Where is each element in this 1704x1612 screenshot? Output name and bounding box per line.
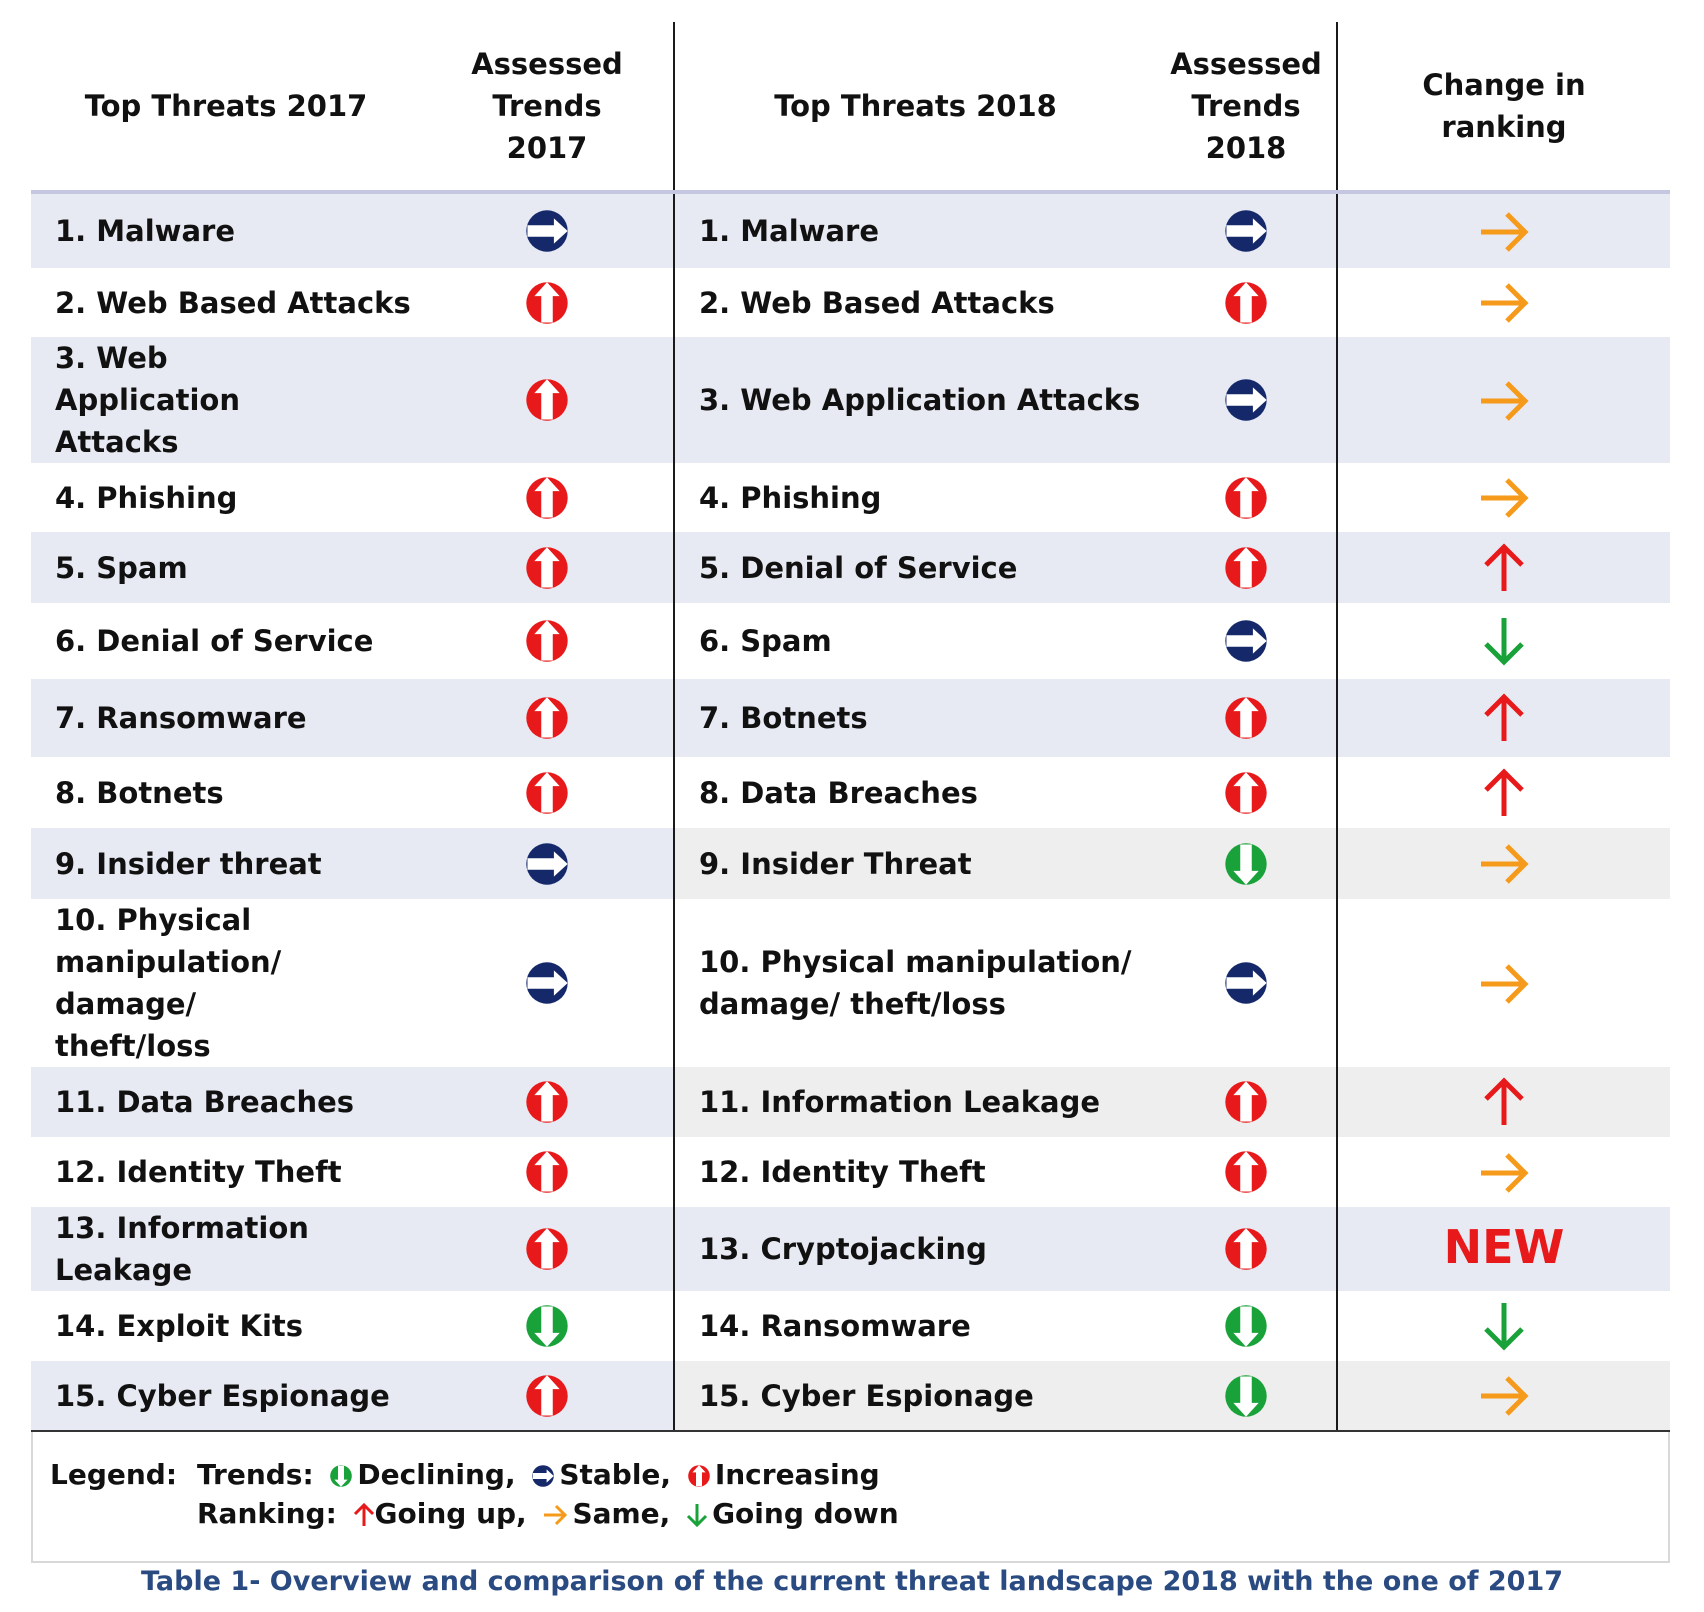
threat-2018-label: 3. Web Application Attacks (699, 383, 1141, 417)
table-row (31, 192, 1670, 268)
table-row (31, 679, 1670, 757)
threat-2018-cell (674, 337, 1156, 463)
new-label: NEW (1443, 1220, 1565, 1274)
threat-2018-label: 7. Botnets (699, 701, 868, 735)
legend-label: Legend: (50, 1458, 178, 1491)
stable-icon (1223, 208, 1269, 254)
down-arrow-icon (686, 1502, 708, 1528)
table-row (31, 268, 1670, 337)
same-arrow-icon (1479, 210, 1529, 254)
threat-2018-cell (674, 192, 1156, 268)
table-row (31, 1067, 1670, 1137)
threat-2018-cell (674, 1291, 1156, 1361)
threat-2018-cell (674, 532, 1156, 603)
table-caption: Table 1- Overview and comparison of the current threat landscape 2018 with the one of 2017 (140, 1566, 1564, 1597)
declining-icon (329, 1464, 353, 1488)
stable-icon (1223, 960, 1269, 1006)
trend-2017-cell (421, 192, 674, 268)
legend-increasing-text: Increasing (714, 1458, 880, 1491)
ranking-change-cell (1337, 463, 1670, 532)
ranking-change-cell (1337, 679, 1670, 757)
threat-2018-cell (674, 463, 1156, 532)
declining-icon (1223, 1373, 1269, 1419)
threat-2018-label: 12. Identity Theft (699, 1155, 986, 1189)
trend-2017-cell (421, 899, 674, 1067)
trend-2018-cell (1156, 757, 1337, 828)
threat-2017-cell (31, 192, 421, 268)
threat-2018-cell (674, 679, 1156, 757)
trend-2018-cell (1156, 679, 1337, 757)
threat-2017-label: 11. Data Breaches (55, 1085, 355, 1119)
ranking-change-cell (1337, 1207, 1670, 1291)
table-row (31, 1291, 1670, 1361)
threat-2017-label: 15. Cyber Espionage (55, 1378, 390, 1413)
increasing-icon (1223, 280, 1269, 326)
legend-same-text: Same, (572, 1497, 671, 1530)
threat-2017-label: 13. Information Leakage (55, 1211, 309, 1287)
trend-2017-cell (421, 828, 674, 899)
same-arrow-icon (1479, 476, 1529, 520)
increasing-icon (1223, 1149, 1269, 1195)
ranking-change-cell (1337, 268, 1670, 337)
trend-2017-cell (421, 532, 674, 603)
increasing-icon (524, 377, 570, 423)
ranking-change-cell (1337, 192, 1670, 268)
threat-2017-label: 7. Ransomware (55, 701, 307, 735)
increasing-icon (1223, 1226, 1269, 1272)
threat-2018-cell (674, 268, 1156, 337)
threat-2017-label: 5. Spam (55, 550, 188, 585)
table-row (31, 603, 1670, 679)
threat-2018-cell (674, 603, 1156, 679)
up-arrow-icon (1482, 693, 1526, 743)
up-arrow-icon (1482, 1077, 1526, 1127)
threat-2017-cell (31, 603, 421, 679)
threat-2017-label: 6. Denial of Service (55, 624, 374, 658)
trend-2018-cell (1156, 1361, 1337, 1431)
legend-declining-text: Declining, (357, 1458, 516, 1491)
legend-going-down-text: Going down (712, 1497, 899, 1530)
stable-icon (531, 1464, 555, 1488)
threat-2018-label: 14. Ransomware (699, 1309, 971, 1343)
trend-2017-cell (421, 1067, 674, 1137)
threat-2017-cell (31, 1361, 421, 1431)
threat-2017-cell (31, 463, 421, 532)
legend-trends-line (197, 1456, 880, 1494)
trend-2018-cell (1156, 532, 1337, 603)
table-row (31, 1361, 1670, 1431)
increasing-icon (524, 770, 570, 816)
trend-2018-cell (1156, 337, 1337, 463)
threat-2017-cell (31, 1291, 421, 1361)
header-assessed-trends-2018: Assessed Trends 2018 (1156, 22, 1337, 192)
trend-2018-cell (1156, 268, 1337, 337)
trend-2018-cell (1156, 1207, 1337, 1291)
ranking-change-cell (1337, 899, 1670, 1067)
up-arrow-icon (353, 1502, 375, 1528)
threat-2018-label: 1. Malware (699, 214, 879, 248)
trend-2017-cell (421, 603, 674, 679)
trend-2017-cell (421, 757, 674, 828)
declining-icon (1223, 841, 1269, 887)
legend-ranking-prefix: Ranking: (197, 1497, 337, 1530)
trend-2018-cell (1156, 1067, 1337, 1137)
increasing-icon (687, 1464, 711, 1488)
threat-2017-cell (31, 828, 421, 899)
threat-2017-label: 4. Phishing (55, 480, 238, 515)
threat-2018-label: 8. Data Breaches (699, 775, 978, 810)
ranking-change-cell (1337, 828, 1670, 899)
threat-2017-cell (31, 1137, 421, 1207)
down-arrow-icon (1482, 616, 1526, 666)
threat-2018-label: 10. Physical manipulation/ damage/ theft/loss (699, 945, 1132, 1021)
declining-icon (524, 1303, 570, 1349)
threat-2017-label: 9. Insider threat (55, 846, 322, 881)
increasing-icon (524, 545, 570, 591)
increasing-icon (524, 475, 570, 521)
stable-icon (1223, 377, 1269, 423)
same-arrow-icon (1479, 962, 1529, 1006)
trend-2018-cell (1156, 899, 1337, 1067)
threat-2018-label: 9. Insider Threat (699, 846, 972, 881)
threat-2018-label: 11. Information Leakage (699, 1085, 1101, 1119)
ranking-change-cell (1337, 337, 1670, 463)
threat-2018-cell (674, 757, 1156, 828)
threat-2018-label: 2. Web Based Attacks (699, 285, 1055, 320)
ranking-change-cell (1337, 1291, 1670, 1361)
legend-ranking-line (197, 1495, 899, 1533)
trend-2018-cell (1156, 828, 1337, 899)
header-assessed-trends-2017: Assessed Trends 2017 (421, 22, 674, 192)
header-top-threats-2017: Top Threats 2017 (31, 22, 421, 192)
same-arrow-icon (1479, 842, 1529, 886)
trend-2017-cell (421, 1137, 674, 1207)
threat-2017-label: 8. Botnets (55, 775, 224, 810)
threat-2017-label: 12. Identity Theft (55, 1155, 342, 1189)
stable-icon (524, 208, 570, 254)
threat-2018-cell (674, 1207, 1156, 1291)
up-arrow-icon (1482, 768, 1526, 818)
same-arrow-icon (1479, 1151, 1529, 1195)
threat-comparison-table (31, 22, 1670, 1432)
threat-2017-cell (31, 268, 421, 337)
threat-2018-cell (674, 1361, 1156, 1431)
table-row (31, 463, 1670, 532)
table-body (31, 192, 1670, 1431)
trend-2017-cell (421, 1291, 674, 1361)
threat-2018-label: 5. Denial of Service (699, 550, 1018, 585)
threat-2018-label: 13. Cryptojacking (699, 1232, 987, 1266)
threat-2017-cell (31, 1067, 421, 1137)
table-row (31, 337, 1670, 463)
table-row (31, 532, 1670, 603)
stable-icon (524, 841, 570, 887)
increasing-icon (524, 1226, 570, 1272)
threat-2018-cell (674, 899, 1156, 1067)
ranking-change-cell (1337, 1137, 1670, 1207)
header-top-threats-2018: Top Threats 2018 (674, 22, 1156, 192)
ranking-change-cell (1337, 1067, 1670, 1137)
increasing-icon (1223, 1079, 1269, 1125)
increasing-icon (1223, 475, 1269, 521)
same-arrow-icon (1479, 379, 1529, 423)
threat-2018-cell (674, 1137, 1156, 1207)
table-row (31, 757, 1670, 828)
threat-2018-cell (674, 828, 1156, 899)
threat-2017-label: 3. Web Application Attacks (55, 341, 240, 459)
declining-icon (1223, 1303, 1269, 1349)
ranking-change-cell (1337, 532, 1670, 603)
up-arrow-icon (1482, 543, 1526, 593)
same-arrow-icon (1479, 1374, 1529, 1418)
trend-2017-cell (421, 337, 674, 463)
increasing-icon (1223, 545, 1269, 591)
table-row (31, 1207, 1670, 1291)
same-arrow-icon (1479, 281, 1529, 325)
threat-2017-cell (31, 757, 421, 828)
ranking-change-cell (1337, 757, 1670, 828)
threat-2017-label: 2. Web Based Attacks (55, 285, 411, 320)
trend-2018-cell (1156, 463, 1337, 532)
table-header-row (31, 22, 1670, 192)
increasing-icon (524, 280, 570, 326)
threat-2018-label: 6. Spam (699, 624, 832, 658)
header-change-in-ranking: Change in ranking (1337, 22, 1670, 192)
trend-2018-cell (1156, 192, 1337, 268)
threat-2018-label: 15. Cyber Espionage (699, 1378, 1034, 1413)
down-arrow-icon (1482, 1301, 1526, 1351)
increasing-icon (1223, 695, 1269, 741)
same-arrow-icon (542, 1504, 568, 1526)
threat-2017-cell (31, 337, 421, 463)
table-row (31, 1137, 1670, 1207)
table-row (31, 899, 1670, 1067)
trend-2017-cell (421, 1361, 674, 1431)
stable-icon (1223, 618, 1269, 664)
increasing-icon (524, 618, 570, 664)
increasing-icon (1223, 770, 1269, 816)
legend-trends-prefix: Trends: (197, 1458, 314, 1491)
stable-icon (524, 960, 570, 1006)
threat-2018-cell (674, 1067, 1156, 1137)
trend-2017-cell (421, 679, 674, 757)
increasing-icon (524, 1079, 570, 1125)
trend-2017-cell (421, 268, 674, 337)
trend-2017-cell (421, 463, 674, 532)
increasing-icon (524, 695, 570, 741)
threat-2017-cell (31, 679, 421, 757)
table-row (31, 828, 1670, 899)
increasing-icon (524, 1373, 570, 1419)
threat-2018-label: 4. Phishing (699, 480, 882, 515)
ranking-change-cell (1337, 603, 1670, 679)
legend-going-up-text: Going up, (374, 1497, 527, 1530)
increasing-icon (524, 1149, 570, 1195)
threat-2017-label: 10. Physical manipulation/ damage/ theft/loss (55, 903, 282, 1063)
threat-2017-cell (31, 899, 421, 1067)
trend-2017-cell (421, 1207, 674, 1291)
trend-2018-cell (1156, 1137, 1337, 1207)
trend-2018-cell (1156, 603, 1337, 679)
threat-2017-label: 14. Exploit Kits (55, 1309, 304, 1343)
trend-2018-cell (1156, 1291, 1337, 1361)
threat-2017-cell (31, 532, 421, 603)
threat-2017-cell (31, 1207, 421, 1291)
legend-stable-text: Stable, (559, 1458, 672, 1491)
threat-2017-label: 1. Malware (55, 214, 235, 248)
ranking-change-cell (1337, 1361, 1670, 1431)
